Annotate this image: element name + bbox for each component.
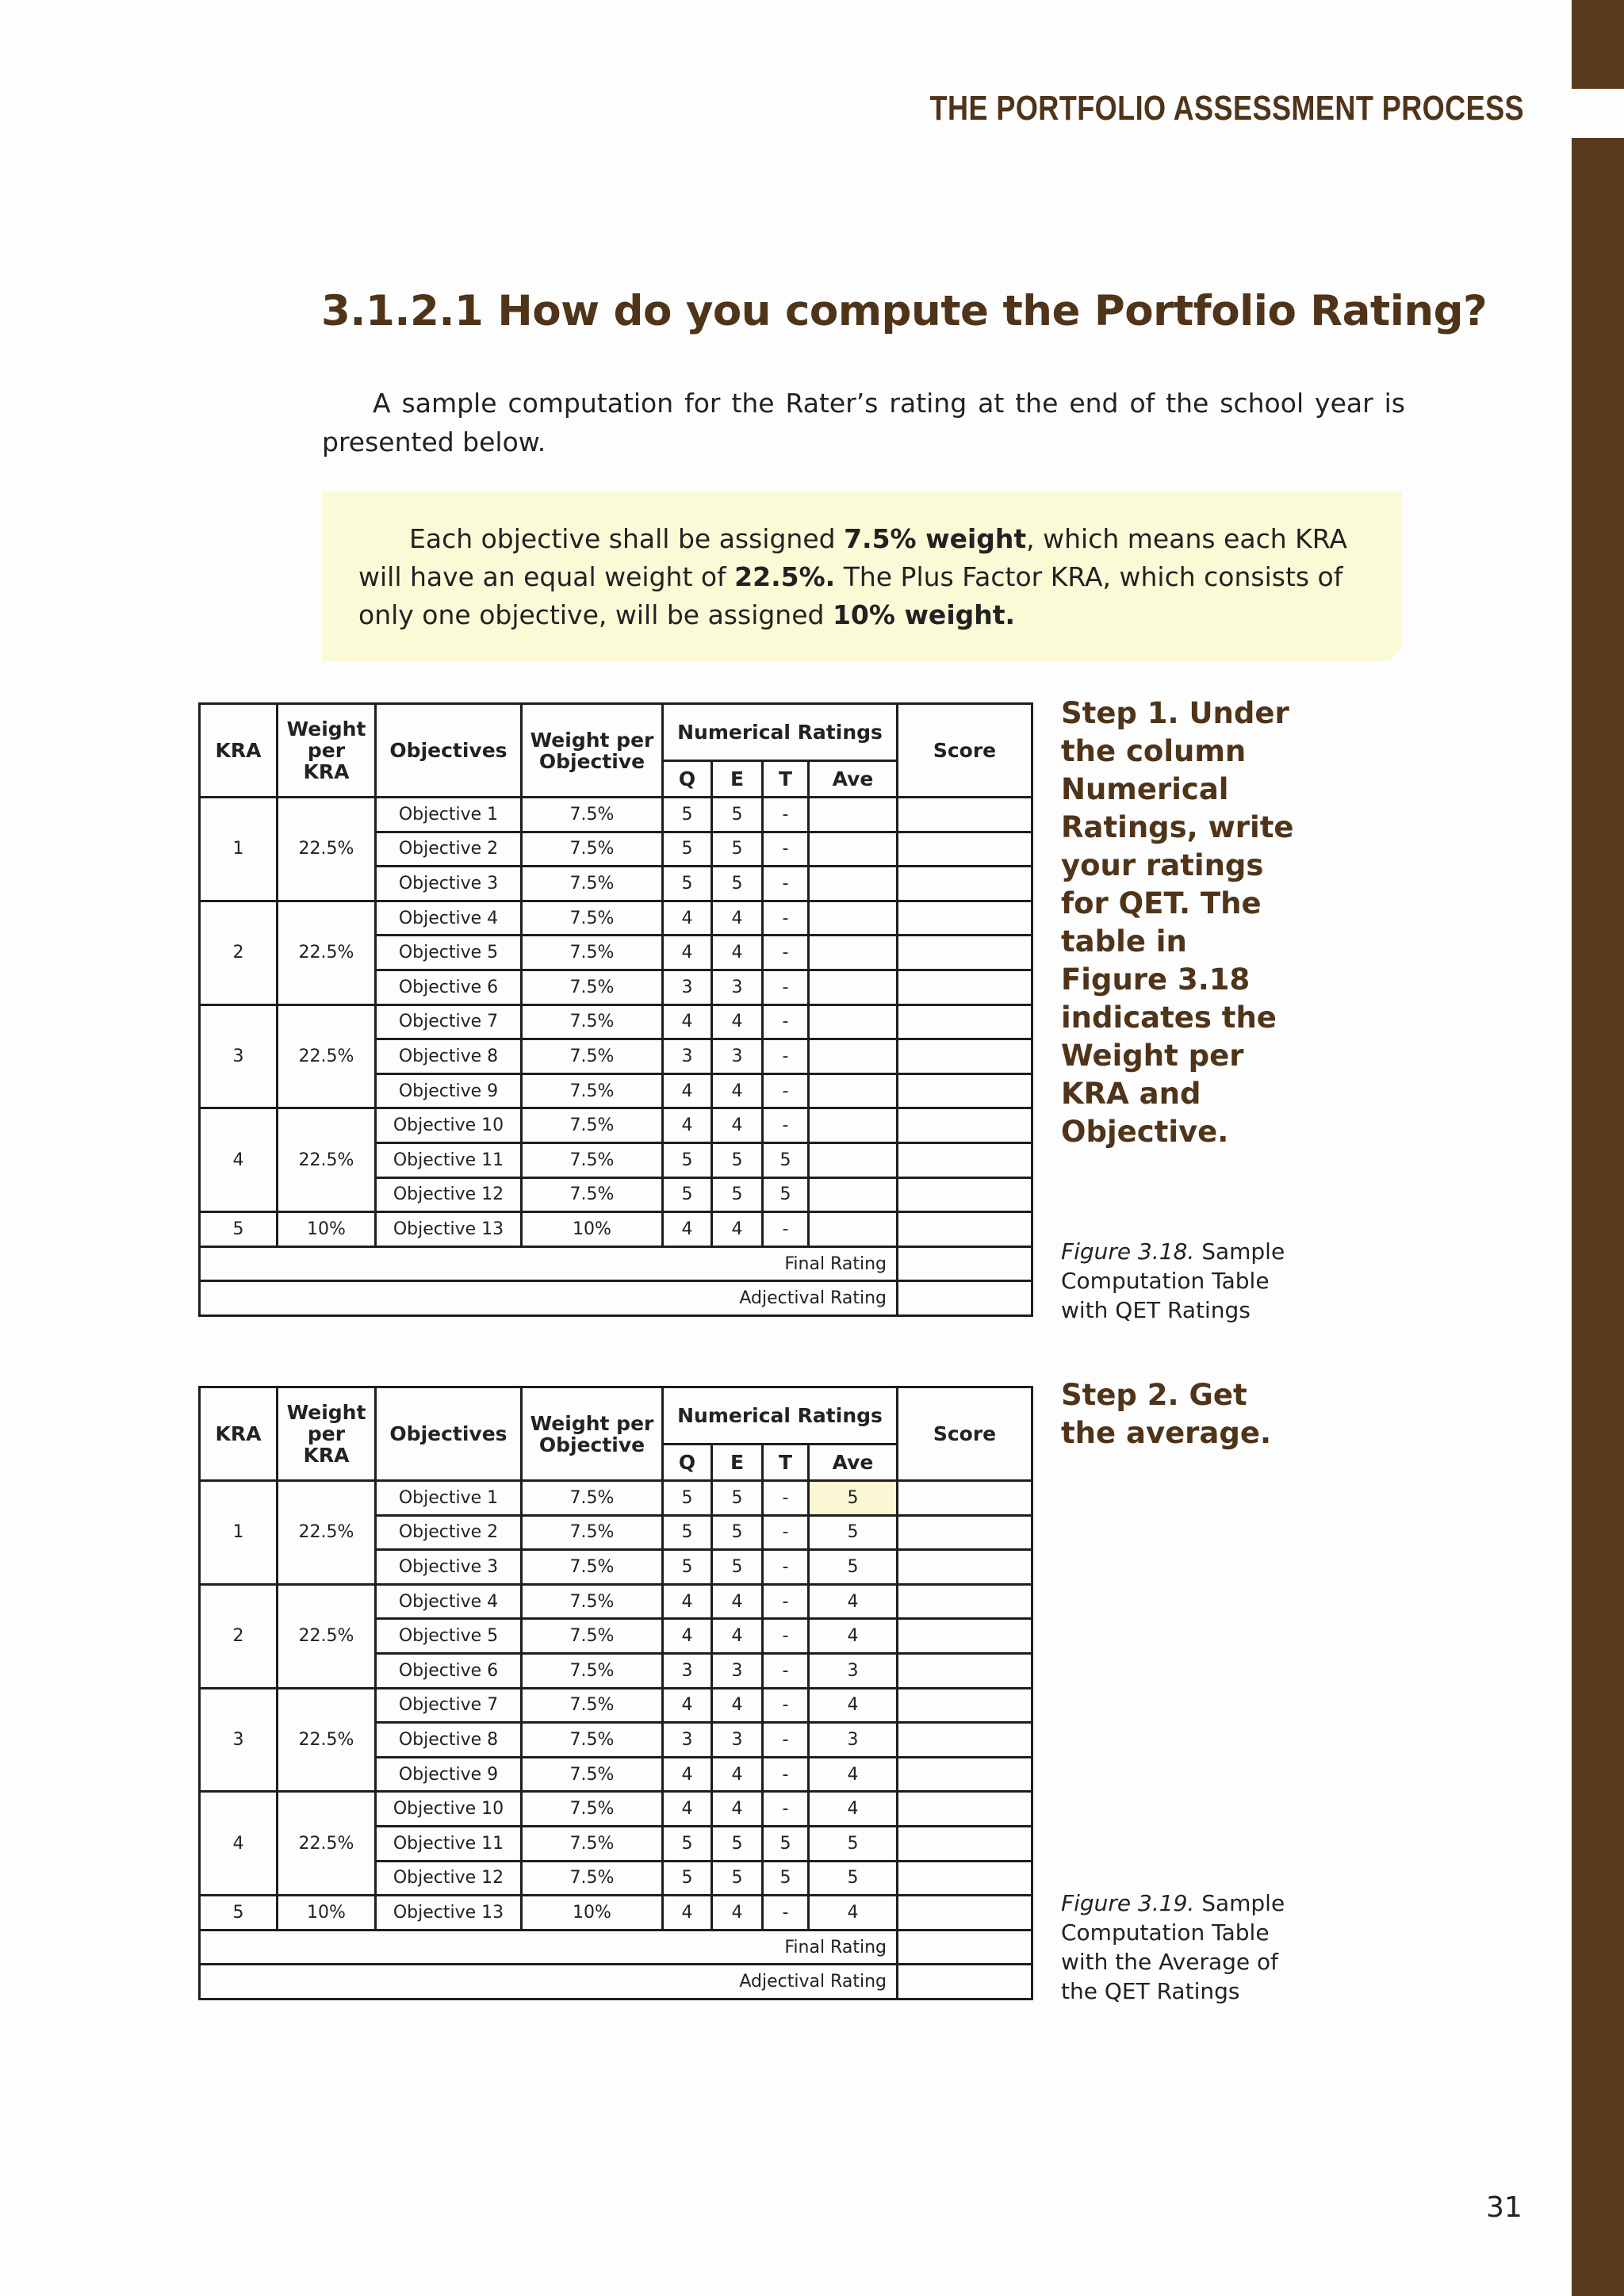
objective-weight-cell: 7.5% xyxy=(522,901,663,936)
q-rating-cell: 4 xyxy=(663,1619,712,1654)
objective-weight-cell: 7.5% xyxy=(522,1073,663,1108)
objective-weight-cell: 7.5% xyxy=(522,1792,663,1827)
score-cell[interactable] xyxy=(898,1108,1032,1143)
ave-rating-cell: 5 xyxy=(809,1550,898,1585)
q-rating-cell: 4 xyxy=(663,1073,712,1108)
ave-rating-cell: 5 xyxy=(809,1515,898,1550)
objective-weight-cell: 10% xyxy=(522,1212,663,1247)
kra-weight-cell: 22.5% xyxy=(278,1688,376,1792)
e-rating-cell: 4 xyxy=(712,936,763,970)
objective-weight-cell: 7.5% xyxy=(522,867,663,901)
e-rating-cell: 5 xyxy=(712,1481,763,1516)
q-rating-cell: 5 xyxy=(663,867,712,901)
t-rating-cell: - xyxy=(763,1481,809,1516)
kra-weight-cell: 22.5% xyxy=(278,798,376,901)
score-cell[interactable] xyxy=(898,1896,1032,1931)
e-rating-cell: 3 xyxy=(712,1039,763,1074)
score-cell[interactable] xyxy=(898,1039,1032,1074)
table-row xyxy=(200,1481,1032,1516)
objective-weight-cell: 7.5% xyxy=(522,1619,663,1654)
kra-weight-cell: 22.5% xyxy=(278,1584,376,1688)
score-cell[interactable] xyxy=(898,1653,1032,1688)
callout-text-2: , which means each KRA will have an equal weight of xyxy=(358,523,1347,592)
t-rating-cell: - xyxy=(763,1792,809,1827)
objective-cell: Objective 4 xyxy=(376,901,522,936)
ave-rating-cell[interactable] xyxy=(809,798,898,832)
q-rating-cell: 5 xyxy=(663,1515,712,1550)
objective-weight-cell: 7.5% xyxy=(522,1550,663,1585)
objective-cell: Objective 5 xyxy=(376,1619,522,1654)
objective-weight-cell: 7.5% xyxy=(522,1757,663,1792)
e-rating-cell: 4 xyxy=(712,1757,763,1792)
ave-rating-cell: 5 xyxy=(809,1826,898,1861)
table-row xyxy=(200,798,1032,832)
t-rating-cell: 5 xyxy=(763,1861,809,1896)
e-rating-cell: 5 xyxy=(712,1826,763,1861)
objective-weight-cell: 10% xyxy=(522,1896,663,1931)
e-rating-cell: 5 xyxy=(712,867,763,901)
callout-box xyxy=(322,492,1402,661)
e-rating-cell: 4 xyxy=(712,1584,763,1619)
kra-cell: 5 xyxy=(200,1212,278,1247)
header-q: Q xyxy=(663,761,712,798)
kra-weight-cell: 22.5% xyxy=(278,1481,376,1585)
sidebar-accent-bar xyxy=(1572,138,1624,2296)
table-footer xyxy=(200,1930,1032,1999)
score-cell[interactable] xyxy=(898,1177,1032,1212)
header-objectives: Objectives xyxy=(376,1387,522,1481)
intro-paragraph: A sample computation for the Rater’s rating at the end of the school year is presented below. xyxy=(322,388,1405,457)
e-rating-cell: 4 xyxy=(712,1688,763,1723)
objective-weight-cell: 7.5% xyxy=(522,798,663,832)
ave-rating-cell[interactable] xyxy=(809,936,898,970)
t-rating-cell: - xyxy=(763,1619,809,1654)
objective-cell: Objective 10 xyxy=(376,1792,522,1827)
objective-cell: Objective 4 xyxy=(376,1584,522,1619)
kra-weight-cell: 22.5% xyxy=(278,901,376,1004)
t-rating-cell: - xyxy=(763,1688,809,1723)
kra-weight-cell: 22.5% xyxy=(278,1004,376,1108)
q-rating-cell: 5 xyxy=(663,1826,712,1861)
e-rating-cell: 5 xyxy=(712,1550,763,1585)
objective-cell: Objective 13 xyxy=(376,1896,522,1931)
q-rating-cell: 4 xyxy=(663,936,712,970)
callout-bold-3: 10% weight. xyxy=(832,599,1016,630)
score-cell[interactable] xyxy=(898,1861,1032,1896)
e-rating-cell: 5 xyxy=(712,832,763,867)
table-row xyxy=(200,1212,1032,1247)
computation-table-qet xyxy=(198,702,1033,1317)
q-rating-cell: 4 xyxy=(663,1212,712,1247)
q-rating-cell: 4 xyxy=(663,901,712,936)
t-rating-cell: - xyxy=(763,798,809,832)
header-weight-per-objective: Weight per Objective xyxy=(522,704,663,798)
objective-cell: Objective 2 xyxy=(376,1515,522,1550)
score-cell[interactable] xyxy=(898,1584,1032,1619)
score-cell[interactable] xyxy=(898,1688,1032,1723)
final-rating-cell[interactable] xyxy=(898,1930,1032,1965)
table-header xyxy=(200,704,1032,798)
adjectival-rating-cell[interactable] xyxy=(898,1281,1032,1316)
q-rating-cell: 5 xyxy=(663,1142,712,1177)
kra-cell: 4 xyxy=(200,1792,278,1896)
objective-weight-cell: 7.5% xyxy=(522,936,663,970)
score-cell[interactable] xyxy=(898,970,1032,1004)
header-numerical-ratings: Numerical Ratings xyxy=(663,1387,898,1445)
objective-cell: Objective 6 xyxy=(376,970,522,1004)
computation-table-average xyxy=(198,1386,1033,2000)
e-rating-cell: 4 xyxy=(712,901,763,936)
ave-rating-cell: 5 xyxy=(809,1481,898,1516)
ave-rating-cell: 3 xyxy=(809,1723,898,1758)
objective-weight-cell: 7.5% xyxy=(522,1861,663,1896)
ave-rating-cell[interactable] xyxy=(809,1073,898,1108)
t-rating-cell: - xyxy=(763,1584,809,1619)
ave-rating-cell[interactable] xyxy=(809,1039,898,1074)
t-rating-cell: - xyxy=(763,1757,809,1792)
e-rating-cell: 4 xyxy=(712,1619,763,1654)
objective-weight-cell: 7.5% xyxy=(522,970,663,1004)
ave-rating-cell: 3 xyxy=(809,1653,898,1688)
header-weight-per-objective: Weight per Objective xyxy=(522,1387,663,1481)
e-rating-cell: 4 xyxy=(712,1004,763,1039)
objective-weight-cell: 7.5% xyxy=(522,1142,663,1177)
ave-rating-cell[interactable] xyxy=(809,1142,898,1177)
score-cell[interactable] xyxy=(898,1723,1032,1758)
kra-weight-cell: 22.5% xyxy=(278,1108,376,1212)
q-rating-cell: 4 xyxy=(663,1792,712,1827)
objective-cell: Objective 12 xyxy=(376,1177,522,1212)
objective-weight-cell: 7.5% xyxy=(522,1688,663,1723)
ave-rating-cell[interactable] xyxy=(809,901,898,936)
t-rating-cell: - xyxy=(763,1550,809,1585)
score-cell[interactable] xyxy=(898,867,1032,901)
callout-text xyxy=(358,520,1365,634)
e-rating-cell: 4 xyxy=(712,1896,763,1931)
figure-3-19-label: Figure 3.19. xyxy=(1061,1890,1195,1916)
score-cell[interactable] xyxy=(898,1142,1032,1177)
objective-cell: Objective 3 xyxy=(376,1550,522,1585)
q-rating-cell: 4 xyxy=(663,1004,712,1039)
objective-cell: Objective 7 xyxy=(376,1688,522,1723)
t-rating-cell: - xyxy=(763,936,809,970)
e-rating-cell: 3 xyxy=(712,1723,763,1758)
ave-rating-cell[interactable] xyxy=(809,1212,898,1247)
objective-weight-cell: 7.5% xyxy=(522,1108,663,1143)
objective-weight-cell: 7.5% xyxy=(522,1004,663,1039)
table-row xyxy=(200,1688,1032,1723)
figure-3-18-label: Figure 3.18. xyxy=(1061,1238,1195,1265)
score-cell[interactable] xyxy=(898,1757,1032,1792)
objective-cell: Objective 5 xyxy=(376,936,522,970)
kra-cell: 3 xyxy=(200,1688,278,1792)
objective-cell: Objective 8 xyxy=(376,1039,522,1074)
score-cell[interactable] xyxy=(898,1073,1032,1108)
header-e: E xyxy=(712,761,763,798)
e-rating-cell: 3 xyxy=(712,1653,763,1688)
callout-bold-1: 7.5% weight xyxy=(844,523,1027,554)
kra-cell: 2 xyxy=(200,901,278,1004)
score-cell[interactable] xyxy=(898,1792,1032,1827)
table-row xyxy=(200,1792,1032,1827)
kra-weight-cell: 22.5% xyxy=(278,1792,376,1896)
objective-cell: Objective 11 xyxy=(376,1142,522,1177)
t-rating-cell: - xyxy=(763,1212,809,1247)
callout-text-1: Each objective shall be assigned xyxy=(409,523,845,554)
objective-cell: Objective 1 xyxy=(376,1481,522,1516)
t-rating-cell: 5 xyxy=(763,1826,809,1861)
header-ave: Ave xyxy=(809,1445,898,1481)
header-kra: KRA xyxy=(200,704,278,798)
objective-weight-cell: 7.5% xyxy=(522,1177,663,1212)
e-rating-cell: 4 xyxy=(712,1212,763,1247)
objective-weight-cell: 7.5% xyxy=(522,1584,663,1619)
score-cell[interactable] xyxy=(898,936,1032,970)
objective-weight-cell: 7.5% xyxy=(522,1039,663,1074)
kra-cell: 3 xyxy=(200,1004,278,1108)
table-row xyxy=(200,1584,1032,1619)
callout-text-3: The Plus Factor KRA, which consists of only one objective, will be assigned xyxy=(358,561,1343,630)
score-cell[interactable] xyxy=(898,1550,1032,1585)
adjectival-rating-cell[interactable] xyxy=(898,1965,1032,1999)
header-weight-per-kra: Weight per KRA xyxy=(278,704,376,798)
table-body xyxy=(200,1481,1032,1931)
t-rating-cell: - xyxy=(763,1073,809,1108)
header-t: T xyxy=(763,761,809,798)
q-rating-cell: 3 xyxy=(663,1723,712,1758)
score-cell[interactable] xyxy=(898,1212,1032,1247)
page-number: 31 xyxy=(1486,2191,1522,2224)
objective-cell: Objective 8 xyxy=(376,1723,522,1758)
header-ave: Ave xyxy=(809,761,898,798)
e-rating-cell: 4 xyxy=(712,1108,763,1143)
q-rating-cell: 5 xyxy=(663,1861,712,1896)
q-rating-cell: 5 xyxy=(663,798,712,832)
callout-bold-2: 22.5%. xyxy=(734,561,836,592)
t-rating-cell: - xyxy=(763,1723,809,1758)
figure-3-19-caption xyxy=(1061,1888,1299,2006)
header-t: T xyxy=(763,1445,809,1481)
table-row xyxy=(200,901,1032,936)
objective-cell: Objective 6 xyxy=(376,1653,522,1688)
ave-rating-cell[interactable] xyxy=(809,1108,898,1143)
header-q: Q xyxy=(663,1445,712,1481)
t-rating-cell: - xyxy=(763,1653,809,1688)
ave-rating-cell[interactable] xyxy=(809,1004,898,1039)
header-numerical-ratings: Numerical Ratings xyxy=(663,704,898,761)
q-rating-cell: 3 xyxy=(663,1039,712,1074)
t-rating-cell: - xyxy=(763,867,809,901)
t-rating-cell: - xyxy=(763,1108,809,1143)
ave-rating-cell[interactable] xyxy=(809,970,898,1004)
figure-3-19-text: Sample Computation Table with the Average of the QET Ratings xyxy=(1061,1890,1285,2004)
t-rating-cell: - xyxy=(763,1039,809,1074)
running-header: THE PORTFOLIO ASSESSMENT PROCESS xyxy=(929,89,1524,128)
e-rating-cell: 5 xyxy=(712,1142,763,1177)
t-rating-cell: - xyxy=(763,970,809,1004)
ave-rating-cell: 4 xyxy=(809,1619,898,1654)
ave-rating-cell: 4 xyxy=(809,1584,898,1619)
q-rating-cell: 4 xyxy=(663,1896,712,1931)
header-objectives: Objectives xyxy=(376,704,522,798)
t-rating-cell: - xyxy=(763,1896,809,1931)
kra-cell: 1 xyxy=(200,798,278,901)
e-rating-cell: 5 xyxy=(712,1177,763,1212)
ave-rating-cell: 4 xyxy=(809,1757,898,1792)
ave-rating-cell: 4 xyxy=(809,1688,898,1723)
score-cell[interactable] xyxy=(898,1826,1032,1861)
e-rating-cell: 3 xyxy=(712,970,763,1004)
table-header xyxy=(200,1387,1032,1481)
score-cell[interactable] xyxy=(898,832,1032,867)
kra-cell: 2 xyxy=(200,1584,278,1688)
header-score: Score xyxy=(898,704,1032,798)
objective-weight-cell: 7.5% xyxy=(522,1481,663,1516)
kra-weight-cell: 10% xyxy=(278,1212,376,1247)
q-rating-cell: 5 xyxy=(663,832,712,867)
ave-rating-cell[interactable] xyxy=(809,832,898,867)
objective-weight-cell: 7.5% xyxy=(522,1723,663,1758)
ave-rating-cell[interactable] xyxy=(809,867,898,901)
e-rating-cell: 5 xyxy=(712,798,763,832)
table-footer xyxy=(200,1246,1032,1315)
header-weight-per-kra: Weight per KRA xyxy=(278,1387,376,1481)
objective-cell: Objective 13 xyxy=(376,1212,522,1247)
objective-cell: Objective 12 xyxy=(376,1861,522,1896)
adjectival-rating-label: Adjectival Rating xyxy=(200,1965,898,1999)
step-2-instruction: Step 2. Get the average. xyxy=(1061,1378,1272,1450)
kra-cell: 1 xyxy=(200,1481,278,1585)
objective-cell: Objective 9 xyxy=(376,1073,522,1108)
step-1-instruction: Step 1. Under the column Numerical Ratings, write your ratings for QET. The table in Figure 3.18 indicates the Weight per KRA and Objective. xyxy=(1061,696,1294,1149)
t-rating-cell: - xyxy=(763,1515,809,1550)
t-rating-cell: - xyxy=(763,832,809,867)
q-rating-cell: 4 xyxy=(663,1108,712,1143)
e-rating-cell: 4 xyxy=(712,1073,763,1108)
q-rating-cell: 5 xyxy=(663,1177,712,1212)
table-row xyxy=(200,1108,1032,1143)
e-rating-cell: 4 xyxy=(712,1792,763,1827)
kra-cell: 4 xyxy=(200,1108,278,1212)
objective-weight-cell: 7.5% xyxy=(522,1826,663,1861)
objective-cell: Objective 10 xyxy=(376,1108,522,1143)
objective-weight-cell: 7.5% xyxy=(522,1515,663,1550)
figure-3-18-text: Sample Computation Table with QET Ratings xyxy=(1061,1238,1285,1323)
objective-cell: Objective 7 xyxy=(376,1004,522,1039)
header-score: Score xyxy=(898,1387,1032,1481)
ave-rating-cell: 5 xyxy=(809,1861,898,1896)
final-rating-cell[interactable] xyxy=(898,1246,1032,1281)
t-rating-cell: - xyxy=(763,1004,809,1039)
e-rating-cell: 5 xyxy=(712,1861,763,1896)
e-rating-cell: 5 xyxy=(712,1515,763,1550)
score-cell[interactable] xyxy=(898,1004,1032,1039)
objective-cell: Objective 9 xyxy=(376,1757,522,1792)
adjectival-rating-label: Adjectival Rating xyxy=(200,1281,898,1316)
table-row xyxy=(200,1004,1032,1039)
header-kra: KRA xyxy=(200,1387,278,1481)
objective-cell: Objective 2 xyxy=(376,832,522,867)
q-rating-cell: 5 xyxy=(663,1550,712,1585)
objective-cell: Objective 1 xyxy=(376,798,522,832)
q-rating-cell: 4 xyxy=(663,1584,712,1619)
ave-rating-cell: 4 xyxy=(809,1792,898,1827)
objective-cell: Objective 3 xyxy=(376,867,522,901)
objective-cell: Objective 11 xyxy=(376,1826,522,1861)
score-cell[interactable] xyxy=(898,1481,1032,1516)
q-rating-cell: 4 xyxy=(663,1757,712,1792)
score-cell[interactable] xyxy=(898,798,1032,832)
table-body xyxy=(200,798,1032,1247)
objective-weight-cell: 7.5% xyxy=(522,832,663,867)
q-rating-cell: 3 xyxy=(663,970,712,1004)
q-rating-cell: 4 xyxy=(663,1688,712,1723)
section-title: 3.1.2.1 How do you compute the Portfolio Rating? xyxy=(321,287,1488,335)
final-rating-label: Final Rating xyxy=(200,1930,898,1965)
score-cell[interactable] xyxy=(898,901,1032,936)
t-rating-cell: 5 xyxy=(763,1142,809,1177)
final-rating-label: Final Rating xyxy=(200,1246,898,1281)
objective-weight-cell: 7.5% xyxy=(522,1653,663,1688)
figure-3-18-caption xyxy=(1061,1237,1299,1325)
q-rating-cell: 3 xyxy=(663,1653,712,1688)
t-rating-cell: - xyxy=(763,901,809,936)
score-cell[interactable] xyxy=(898,1619,1032,1654)
header-e: E xyxy=(712,1445,763,1481)
sidebar-accent-top xyxy=(1572,0,1624,89)
kra-cell: 5 xyxy=(200,1896,278,1931)
ave-rating-cell: 4 xyxy=(809,1896,898,1931)
table-row xyxy=(200,1896,1032,1931)
kra-weight-cell: 10% xyxy=(278,1896,376,1931)
ave-rating-cell[interactable] xyxy=(809,1177,898,1212)
t-rating-cell: 5 xyxy=(763,1177,809,1212)
score-cell[interactable] xyxy=(898,1515,1032,1550)
q-rating-cell: 5 xyxy=(663,1481,712,1516)
